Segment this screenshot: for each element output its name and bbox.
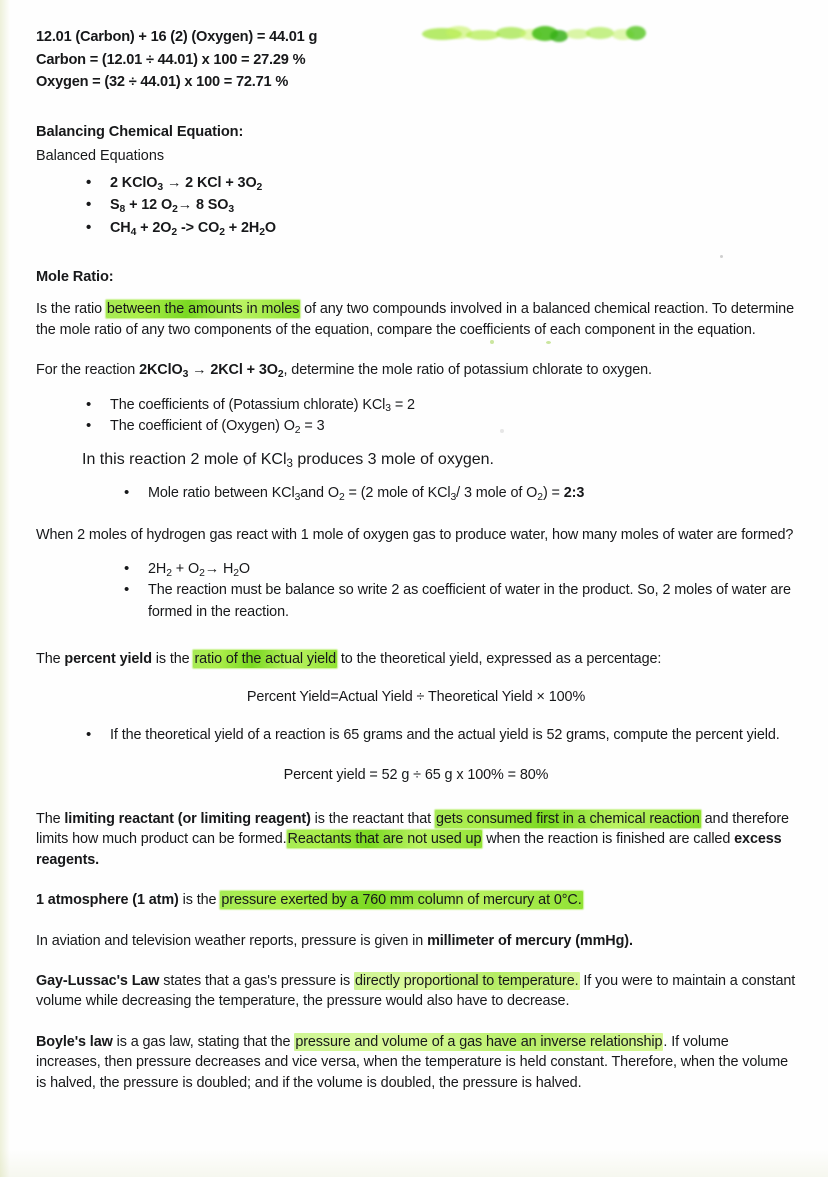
coefficient-bullets (82, 395, 796, 438)
equation-item: • $S_8 + 12$ $O_2\to 8$ $SO_3$ (82, 194, 796, 216)
equation-item: • $CH_4 + 2O_2 -> CO_2 + 2H_2O$ (82, 217, 796, 239)
water-explanation-bullet: • The reaction must be balance so write 2 as coefficient of water in the product. So, 2 moles of water are formed in the reaction. (120, 580, 796, 623)
mole-ratio-result-list (120, 483, 796, 504)
water-bullets (120, 559, 796, 623)
boyle-paragraph (36, 1032, 796, 1093)
calculation-line-3: Oxygen = (32 ÷ 44.01) x 100 = 72.71 % (36, 74, 289, 91)
atmosphere-mid: is the (178, 892, 221, 909)
page-content (36, 26, 796, 1093)
reaction-prompt-pre: For the reaction (36, 362, 140, 379)
gay-lussac-paragraph (36, 971, 796, 1012)
coefficient-bullet: • The coefficients of (Potassium chlorate) KCl$_3$ = 2 (82, 395, 796, 416)
highlight-directly-proportional: directly proportional to temperature. (355, 972, 579, 989)
highlight-inverse-relationship: pressure and volume of a gas have an inverse relationship (295, 1033, 663, 1050)
mole-ratio-definition-post: of any two compounds involved in a balanced chemical reaction. To determine the mole ratio of any two components of the equation, compare the coefficients of each component in the equation. (36, 301, 794, 338)
highlight-not-used-up: Reactants that are not used up (287, 831, 482, 848)
mole-ratio-definition (36, 299, 796, 340)
water-question: When 2 moles of hydrogen gas react with 1 mole of oxygen gas to produce water, how many moles of water are formed? (36, 526, 794, 543)
reaction-prompt-post: , determine the mole ratio of potassium chlorate to oxygen. (283, 362, 652, 379)
mole-ratio-definition-pre: Is the ratio (36, 301, 106, 318)
mmhg-term: millimeter of mercury (mmHg). (427, 932, 633, 949)
highlight-pressure-760mm: pressure exerted by a 760 mm column of mercury at 0°C. (221, 892, 582, 909)
highlight-amounts-in-moles: between the amounts in moles (106, 301, 300, 318)
atmosphere-term: 1 atmosphere (1 atm) (36, 892, 179, 909)
percent-yield-pre: The (36, 650, 65, 667)
gay-lussac-mid: states that a gas's pressure is (159, 972, 355, 989)
coefficient-bullet: • The coefficient of (Oxygen) $O_2 = 3$ (82, 416, 796, 437)
percent-yield-example-list (82, 725, 796, 746)
balancing-heading: Balancing Chemical Equation: (36, 123, 244, 140)
calculation-line-1: 12.01 (Carbon) + 16 (2) (Oxygen) = 44.01 g (36, 29, 318, 45)
highlight-consumed-first: gets consumed first in a chemical reaction (435, 810, 700, 827)
mole-ratio-result: • Mole ratio between KCl$_3$and $O_2 = (2$ mole of KCl$_3$/ 3 mole of $O_2$) = 2:3 (120, 483, 796, 504)
percent-yield-mid: is the (151, 650, 194, 667)
mmhg-pre: In aviation and television weather reports, pressure is given in (36, 932, 428, 949)
percent-yield-example: • If the theoretical yield of a reaction is 65 grams and the actual yield is 52 grams, compute the percent yield. (82, 725, 796, 746)
mole-ratio-heading: Mole Ratio: (36, 269, 114, 286)
atmosphere-paragraph (36, 890, 796, 910)
reaction-prompt (36, 360, 796, 380)
limiting-reactant-mid2: and therefore limits how much product can be formed. (36, 810, 789, 848)
balancing-subheading: Balanced Equations (36, 147, 165, 164)
limiting-reactant-mid3: when the reaction is finished are called (482, 831, 735, 848)
scan-edge-tint (0, 0, 10, 1177)
percent-yield-answer: Percent yield = 52 g ÷ 65 g x 100% = 80% (283, 766, 549, 783)
scan-edge-tint-bottom (0, 1149, 828, 1177)
limiting-reactant-paragraph (36, 809, 796, 870)
percent-yield-formula: Percent Yield=Actual Yield ÷ Theoretical Yield × 100% (246, 689, 586, 706)
equation-item: • 2 KClO$_3$ → 2 KCl + $3O_2$ (82, 172, 796, 194)
percent-yield-definition (36, 649, 796, 669)
boyle-mid: is a gas law, stating that the (112, 1033, 295, 1050)
limiting-reactant-pre: The (36, 810, 65, 827)
limiting-reactant-mid1: is the reactant that (310, 810, 435, 827)
excess-reagents-term: excess reagents. (36, 831, 782, 868)
gay-lussac-term: Gay-Lussac's Law (36, 972, 160, 989)
boyle-term: Boyle's law (36, 1033, 113, 1050)
calculation-line-2: Carbon = (12.01 ÷ 44.01) x 100 = 27.29 % (36, 51, 306, 68)
percent-yield-term: percent yield (64, 650, 152, 667)
percent-yield-post: to the theoretical yield, expressed as a percentage: (336, 650, 662, 667)
balanced-equations-list (82, 172, 796, 239)
water-equation-bullet: • $2H_2 + O_2\to H_2O$ (120, 559, 796, 580)
mmhg-paragraph (36, 931, 796, 951)
mole-ratio-statement: In this reaction 2 mole of KCl$_3$ produces 3 mole of oxygen. (82, 451, 494, 471)
reaction-prompt-equation: 2KClO$_3$ → $2KCl + 3O_2$ (139, 362, 284, 381)
gay-lussac-post: If you were to maintain a constant volume while decreasing the temperature, the pressure would also have to decrease. (36, 972, 796, 1010)
boyle-post: . If volume increases, then pressure decreases and vice versa, when the temperature is held constant. Therefore, when the volume is halved, the pressure is doubled; and if the volume is doubled, the pressure is halved. (36, 1033, 789, 1091)
limiting-reactant-term: limiting reactant (or limiting reagent) (64, 810, 311, 827)
highlight-ratio-actual-yield: ratio of the actual yield (194, 650, 336, 667)
